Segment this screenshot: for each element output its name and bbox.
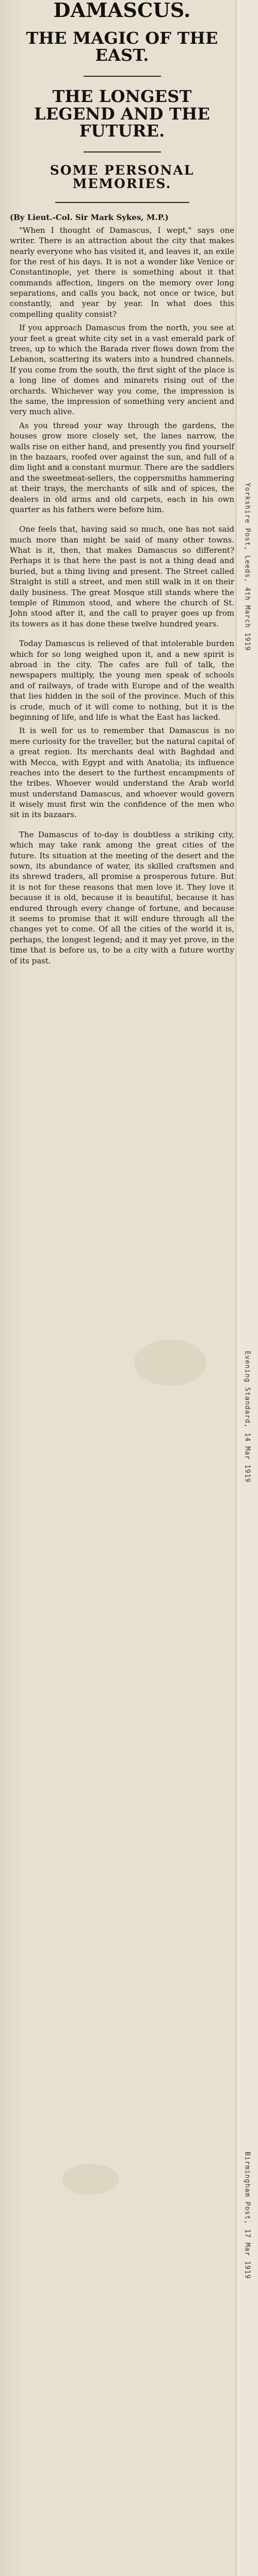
article-paragraph: Today Damascus is relieved of that intolerable burden which for so long weighed upon it, and a new spirit is abroad in the city. The cafes are full of talk, the newspapers multiply, the young men speak of schools and of railways, of trade with Europe and of the wealth that lies hidden in the soil of the province. Much of this is crude, much of it will come to nothing, but it is the beginning of life, and life is what the East has lacked.: [10, 639, 234, 722]
article-byline: (By Lieut.-Col. Sir Mark Sykes, M.P.): [10, 213, 169, 223]
source-stamp: Evening Standard, 14 Mar 1919: [243, 1351, 251, 1483]
article-subheadline: THE LONGEST LEGEND AND THE FUTURE.: [34, 87, 210, 141]
article-column: [9, 0, 236, 2576]
article-paragraph: "When I thought of Damascus, I wept," says one writer. There is an attraction about the city that makes nearly everyone who has visited it, and leaves it, an exile for the rest of his days. It is not a wonder like Venice or Constantinople, yet there is something about it that commands affection, lingers on the memory over long separations, and calls you back, not once or twice, but constantly, and year by year. In what does this compelling quality consist?: [10, 225, 234, 319]
headline-divider: [55, 202, 189, 203]
clipping-margin: [236, 0, 258, 2576]
article-subheadline: SOME PERSONAL MEMORIES.: [50, 162, 195, 192]
source-stamp: Yorkshire Post, Leeds, 4th March 1919: [243, 482, 251, 651]
article-paragraph: It is well for us to remember that Damascus is no mere curiosity for the traveller, but the natural capital of a great region. Its merchants deal with Baghdad and with Mecca, with Egypt and with Anatolia; its influence reaches into the desert to the furthest encampments of the tribes. Whoever would understand the Arab world must understand Damascus, and whoever would govern it wisely must first win the confidence of the men who sit in its bazaars.: [10, 726, 234, 820]
article-subheadline: THE MAGIC OF THE EAST.: [26, 28, 218, 65]
headline-divider: [84, 151, 161, 152]
article-paragraph: As you thread your way through the gardens, the houses grow more closely set, the lanes narrow, the walls rise on either hand, and presently you find yourself in the bazaars, roofed over against the sun, and full of a dim light and a constant murmur. There are the saddlers and the sweetmeat-sellers, the coppersmiths hammering at their trays, the merchants of silk and of spices, the dealers in old arms and old carpets, each in his own quarter as his fathers were before him.: [10, 420, 234, 514]
headline-divider: [84, 76, 161, 77]
article-paragraph: One feels that, having said so much, one has not said much more than might be said of many other towns. What is it, then, that makes Damascus so different? Perhaps it is that here the past is not a thing dead and buried, but a thing living and present. The Street called Straight is still a street, and men still walk in it on their daily business. The great Mosque still stands where the temple of Rimmon stood, and where the church of St. John stood after it, and the call to prayer goes up from its towers as it has done these twelve hundred years.: [10, 524, 234, 629]
article-paragraph: The Damascus of to-day is doubtless a striking city, which may take rank among the great cities of the future. Its situation at the meeting of the desert and the sown, its abundance of water, its skilled craftsmen and its shrewd traders, all promise a prosperous future. But it is not for these reasons that men love it. They love it because it is old, because it is beautiful, because it has endured through every change of fortune, and because it seems to promise that it will endure through all the changes yet to come. Of all the cities of the world it is, perhaps, the longest legend; and it may yet prove, in the time that is before us, to be a city with a future worthy of its past.: [10, 829, 234, 965]
source-stamp: Birmingham Post, 17 Mar 1919: [243, 2151, 251, 2279]
article-headline: DAMASCUS.: [53, 0, 191, 22]
article-paragraph: If you approach Damascus from the north, you see at your feet a great white city set in a vast emerald park of trees, up to which the Barada river flows down from the Lebanon, scattering its waters into a hundred channels. If you come from the south, the first sight of the place is a long line of domes and minarets rising out of the orchards. Whichever way you come, the impression is the same, the impression of something very ancient and very much alive.: [10, 323, 234, 417]
